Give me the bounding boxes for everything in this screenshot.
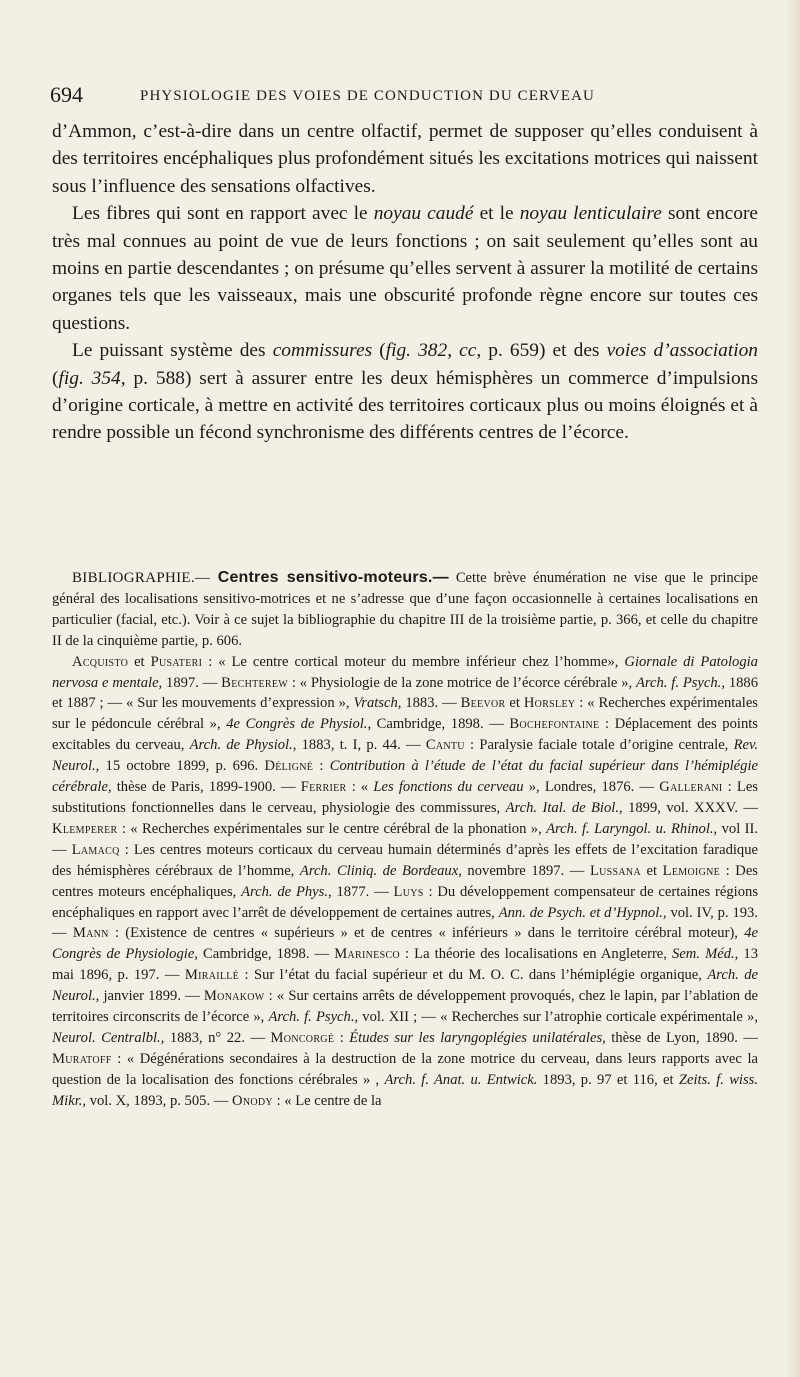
text-run: 1883. — [401,695,461,712]
page-header [50,82,750,108]
author-name: Déligné [264,758,314,775]
text-run: Cambridge, 1898. — [197,946,335,963]
journal-title: Arch. f. Anat. u. Entwick. [384,1071,538,1088]
journal-title: Arch. f. Psych., [635,674,725,691]
author-name: Onody [231,1092,273,1109]
bibliography-intro [52,568,758,652]
running-title: PHYSIOLOGIE DES VOIES DE CONDUCTION DU CERVEAU [140,88,595,104]
text-run: : « Recherches expérimentales sur le pédoncule cérébral », [52,695,758,733]
text-run: : Du développement compensateur de certaines régions encéphaliques en rapport avec l’arrêt de développement de certaines autres, [52,883,759,921]
main-text [52,118,758,447]
text-run: : Les substitutions fonctionnelles dans le cerveau, physiologie des commissures, [52,779,758,816]
author-name: Lussana [589,862,641,879]
text-run: et [128,653,151,670]
text-run: : (Existence de centres « supérieurs » et de centres « inférieurs » dans le territoire cérébral moteur), [108,925,745,942]
text-run: et [640,862,663,879]
text-run: Le puissant système des [72,340,273,362]
text-run: sont encore très mal connues au point de vue de leurs fonctions ; on sait seulement qu’elles sont au moins en partie descendantes ; on présume qu’elles servent à assurer la motilité de certains organes tels que les vaisseaux, mais une obscurité profonde règne encore sur toutes ces questions. [52,203,759,334]
author-name: Lamacq [71,841,120,858]
author-name: Luys [393,883,424,900]
author-name: Pusateri [150,653,203,670]
paragraph-text: d’Ammon, c’est-à-dire dans un centre olfactif, permet de supposer qu’elles conduisent à des territoires encéphaliques plus profondément situés les excitations motrices qui naissent sous l’influence des sensations olfactives. [52,121,758,197]
journal-title: Arch. de Phys., [241,883,332,900]
text-run: : « Physiologie de la zone motrice de l’écorce cérébrale », [288,674,636,691]
author-name: Miraillé [184,967,240,984]
text-run: thèse de Paris, 1899-1900. — [111,779,301,796]
page-edge-shadow [786,0,800,1377]
journal-title: Giornale di Patologia nervosa e mentale, [52,653,758,691]
paragraph-caudate-lenticular [52,200,758,337]
page-number: 694 [50,82,83,107]
text-run: : « Le centre cortical moteur du membre inférieur chez l’homme», [202,653,625,670]
text-run: : « Le centre de la [272,1092,382,1109]
text-run: Les fibres qui sont en rapport avec le [72,203,374,225]
text-run: ( [372,340,386,362]
term-noyau-lenticulaire: noyau lenticulaire [519,203,662,225]
text-run: 1893, p. 97 et 116, et [537,1071,679,1088]
journal-title: Rev. Neurol., [52,737,758,775]
journal-title: Arch. de Physiol., [189,737,297,754]
text-run: : « Recherches expérimentales sur le centre cérébral de la phonation », [117,820,547,837]
text-run: 15 octobre 1899, p. 696. [99,758,265,775]
text-run: ( [52,367,59,389]
text-run: : Sur l’état du facial supérieur et du M. O. C. dans l’hémiplégie organique, [239,967,708,984]
bibliography [52,568,758,1112]
text-run: 1877. — [331,883,394,900]
author-name: Horsley [523,695,576,712]
text-run: : Paralysie faciale totale d’origine centrale, [464,737,734,754]
text-run: et [505,695,524,712]
text-run: vol. X, 1893, p. 505. — [86,1092,232,1109]
text-run: : La théorie des localisations en Angleterre, [399,946,673,963]
text-run: janvier 1899. — [99,988,204,1005]
journal-title: 4e Congrès de Physiologie, [52,925,758,963]
work-title: Contribution à l’étude de l’état du facial supérieur dans l’hémiplégie cérébrale, [52,758,758,796]
author-name: Monakow [203,988,265,1005]
journal-title: Arch. Cliniq. de Bordeaux, [299,862,462,879]
bibliography-intro-text: Cette brève énumération ne vise que le principe général des localisations sensitivo-motrices et ne s’adresse que d’une façon occasionnelle à certaines localisations en particulier (facial, etc.). Voir à ce sujet la bibliographie du chapitre III de la troisième partie, p. 366, et celle du chapitre II de la cinquième partie, p. 606. [52,570,758,649]
text-run: : Déplacement des points excitables du cerveau, [52,716,758,754]
journal-title: Arch. de Neurol., [52,967,758,1005]
author-name: Ferrier [300,779,347,796]
text-run: : « [346,779,374,796]
author-name: Mann [72,925,109,942]
figure-reference: fig. 382, cc, [385,340,482,362]
author-name: Lemoigne [662,862,721,879]
text-run: vol. XII ; — « Recherches sur l’atrophie corticale expérimentale », [358,1009,758,1026]
author-name: Cantu [425,737,465,754]
author-name: Bechterew [221,674,289,691]
author-name: Moncorgé [270,1029,335,1046]
text-run: : [313,758,330,775]
author-name: Bochefontaine [509,716,600,733]
text-run: p. 588) sert à assurer entre les deux hémisphères un commerce d’impulsions d’origine corticale, à mettre en activité des territoires corticaux plus ou moins éloignés et à rendre possible un fécond synchronisme des différents centres de l’écorce. [52,367,758,444]
text-run: p. 659) et des [481,340,607,362]
text-run: vol II. — [52,820,759,858]
journal-title: Ann. de Psych. et d’Hypnol., [498,904,667,921]
text-run: 1886 et 1887 ; — « Sur les mouvements d’expression », [52,674,759,712]
term-commissures: commissures [272,340,373,362]
text-run: 1897. — [162,674,222,691]
text-run: 13 mai 1896, p. 197. — [52,946,758,984]
text-run: 1883, t. I, p. 44. — [296,737,426,754]
paragraph-commissures [52,337,758,447]
journal-title: Neurol. Centralbl., [52,1029,165,1046]
text-run: : Des centres moteurs encéphaliques, [52,862,758,900]
paragraph-olfactory [52,118,758,200]
text-run: Cambridge, 1898. — [371,716,510,733]
text-run: vol. IV, p. 193. — [52,904,759,942]
author-name: Muratoff [52,1050,112,1067]
journal-title: Sem. Méd., [672,946,739,963]
text-run: : Les centres moteurs corticaux du cerveau humain déterminés d’après les effets de l’excitation faradique des hémisphères cérébraux de l’homme, [52,841,759,879]
text-run: et le [473,203,520,225]
text-run: 1883, n° 22. — [164,1029,271,1046]
journal-title: Zeits. f. wiss. Mikr., [52,1071,758,1109]
text-run: 1899, vol. XXXV. — [622,799,758,816]
author-name: Klemperer [52,820,118,837]
author-name: Gallerani [659,779,723,796]
bibliography-section-title: Centres sensitivo-moteurs.— [217,569,449,586]
text-run: novembre 1897. — [461,862,590,879]
term-noyau-caude: noyau caudé [373,203,474,225]
journal-title: Arch. Ital. de Biol., [505,799,623,816]
text-run: : « Sur certains arrêts de développement provoqués, chez le lapin, par l’ablation de territoires circonscrits de l’écorce », [52,988,758,1026]
text-run: thèse de Lyon, 1890. — [605,1029,758,1046]
text-run: : [334,1029,350,1046]
work-title: Études sur les laryngoplégies unilatérales, [349,1029,606,1046]
term-voies-association: voies d’association [606,340,758,362]
bibliography-heading: BIBLIOGRAPHIE.— [72,570,218,586]
author-name: Marinesco [334,946,400,963]
journal-title: Vratsch, [353,695,402,712]
text-run: », Londres, 1876. — [523,779,660,796]
journal-title: Arch. f. Psych., [268,1009,359,1026]
figure-reference: fig. 354, [58,367,126,389]
journal-title: Arch. f. Laryngol. u. Rhinol., [546,820,718,837]
text-run: : « Dégénérations secondaires à la destruction de la zone motrice du cerveau, dans leurs rapports avec la question de la localisation des fonctions cérébrales » , [52,1050,758,1088]
bibliography-references [52,652,758,1112]
journal-title: 4e Congrès de Physiol., [226,716,372,733]
work-title: Les fonctions du cerveau [373,779,524,796]
author-name: Acquisto [72,653,129,670]
author-name: Beevor [460,695,506,712]
